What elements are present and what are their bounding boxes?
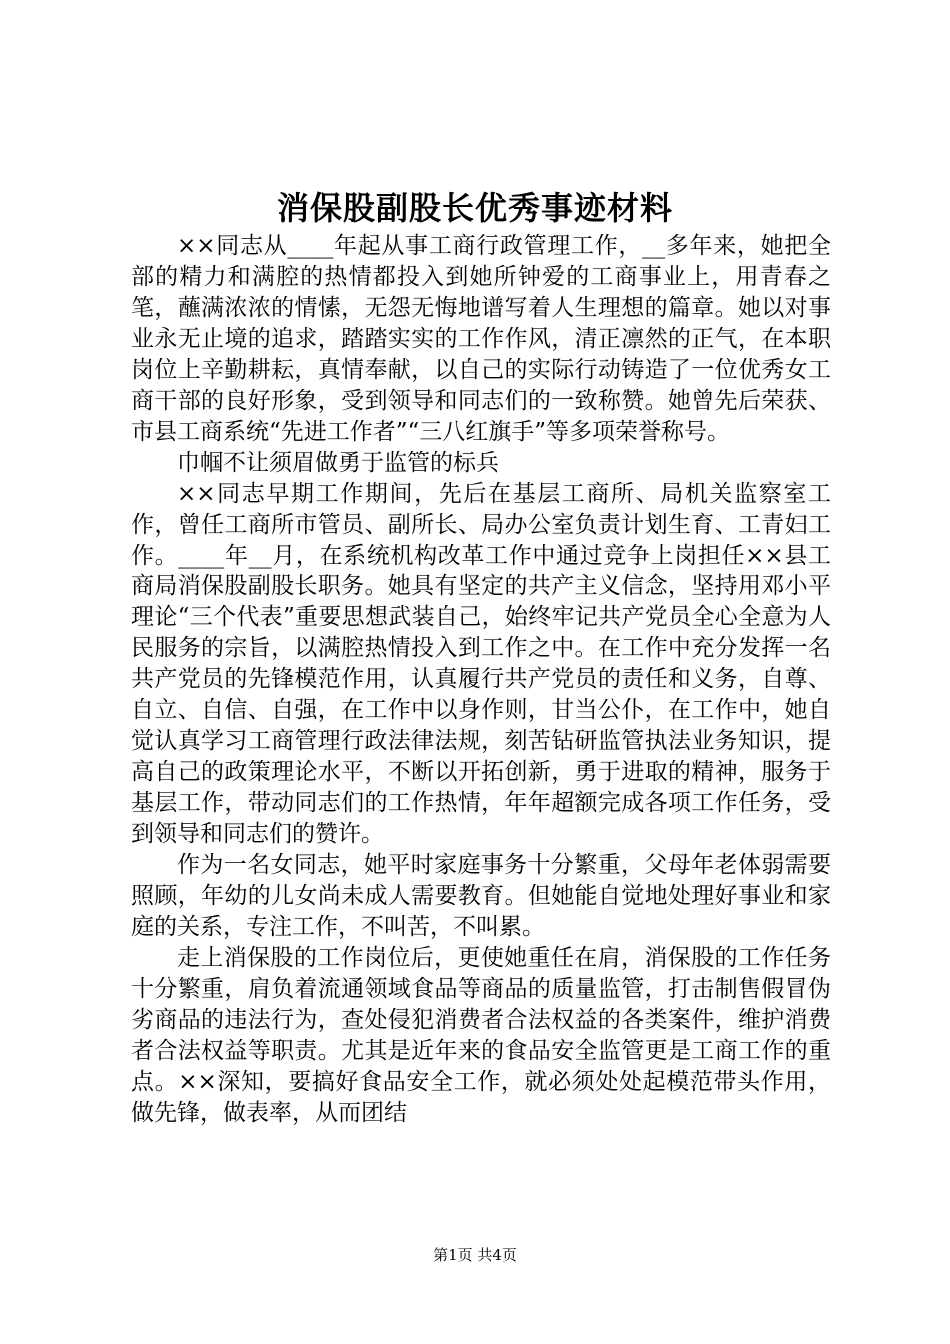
document-title: 消保股副股长优秀事迹材料 [276, 189, 673, 227]
paragraph-intro: ××同志从____年起从事工商行政管理工作，__多年来，她把全部的精力和满腔的热情都投入到她所钟爱的工商事业上，用青春之笔，蘸满浓浓的情愫，无怨无悔地谱写着人生理想的篇章。她以对事业永无止境的追求，踏踏实实的工作作风，清正凛然的正气，在本职岗位上辛勤耕耘，真情奉献，以自己的实际行动铸造了一位优秀女工商干部的良好形象，受到领导和同志们的一致称赞。她曾先后荣获、市县工商系统“先进工作者”“三八红旗手”等多项荣誉称号。 [131, 233, 831, 445]
section-heading: 巾帼不让须眉做勇于监管的标兵 [177, 449, 499, 476]
paragraph-career: ××同志早期工作期间，先后在基层工商所、局机关监察室工作，曾任工商所市管员、副所长、局办公室负责计划生育、工青妇工作。____年__月，在系统机构改革工作中通过竞争上岗担任××县工商局消保股副股长职务。她具有坚定的共产主义信念，坚持用邓小平理论“三个代表”重要思想武装自己，始终牢记共产党员全心全意为人民服务的宗旨，以满腔热情投入到工作之中。在工作中充分发挥一名共产党员的先锋模范作用，认真履行共产党员的责任和义务，自尊、自立、自信、自强，在工作中以身作则，甘当公仆，在工作中，她自觉认真学习工商管理行政法律法规，刻苦钻研监管执法业务知识，提高自己的政策理论水平，不断以开拓创新，勇于进取的精神，服务于基层工作，带动同志们的工作热情，年年超额完成各项工作任务，受到领导和同志们的赞许。 [131, 480, 831, 848]
page-footer: 第1页 共4页 [433, 1246, 517, 1264]
paragraph-family: 作为一名女同志，她平时家庭事务十分繁重，父母年老体弱需要照顾，年幼的儿女尚未成人需要教育。但她能自觉地处理好事业和家庭的关系，专注工作，不叫苦，不叫累。 [131, 852, 831, 940]
paragraph-consumer-protection: 走上消保股的工作岗位后，更使她重任在肩，消保股的工作任务十分繁重，肩负着流通领域食品等商品的质量监管，打击制售假冒伪劣商品的违法行为，查处侵犯消费者合法权益的各类案件，维护消费者合法权益等职责。尤其是近年来的食品安全监管更是工商工作的重点。××深知，要搞好食品安全工作，就必须处处起模范带头作用，做先锋，做表率，从而团结 [131, 944, 831, 1126]
document-body [131, 231, 831, 1129]
